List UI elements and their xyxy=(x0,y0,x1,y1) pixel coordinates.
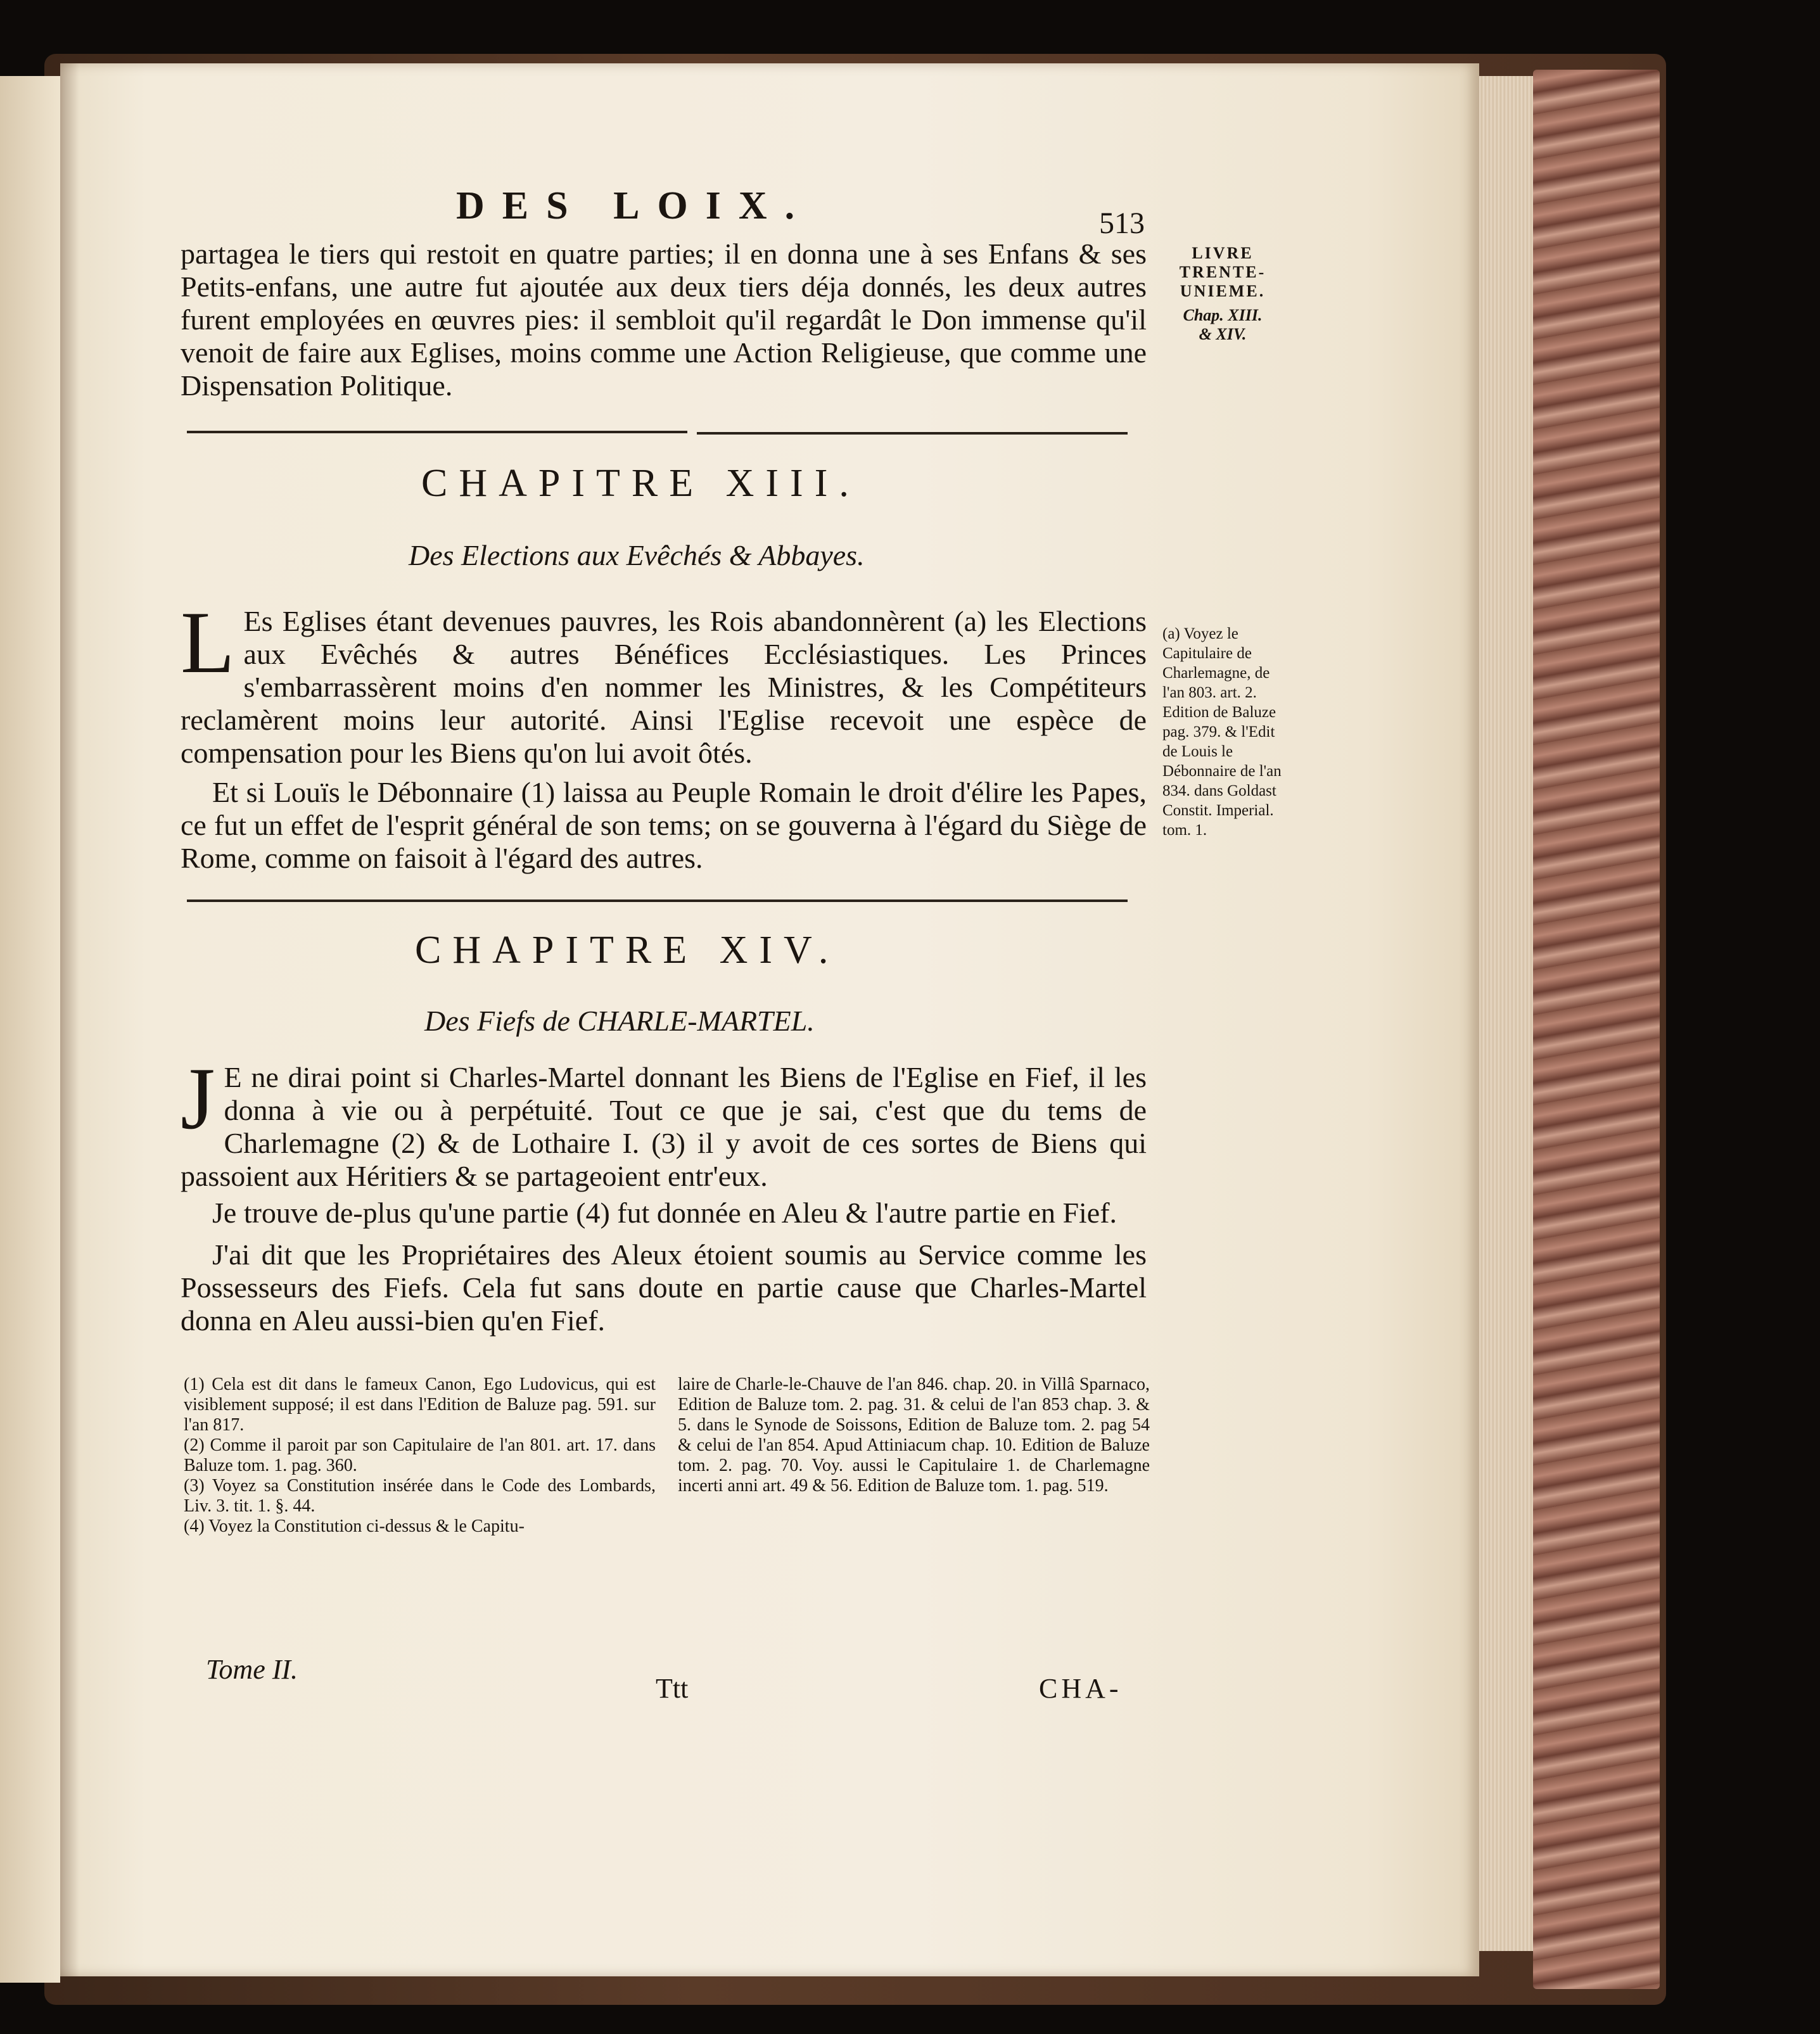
chapter-rule xyxy=(187,431,687,433)
chapter-rule xyxy=(187,899,1128,902)
paragraph: Et si Louïs le Débonnaire (1) laissa au Peuple Romain le droit d'élire les Papes, ce fut un effet de l'esprit général de son tems; on se gouverna à l'égard du Siège de Rome, comme on faisoit à l'égard des autres. xyxy=(181,776,1147,874)
paragraph xyxy=(181,594,1147,770)
volume-label: Tome II. xyxy=(206,1654,298,1685)
margin-line: LIVRE xyxy=(1192,244,1254,262)
chapter-rule xyxy=(697,432,1128,435)
margin-line: Chap. XIII. xyxy=(1183,306,1263,324)
drop-cap: J xyxy=(181,1050,215,1148)
chapter-13-body xyxy=(181,594,1147,875)
chapter-14-subtitle: Des Fiefs de CHARLE-MARTEL. xyxy=(424,1005,815,1037)
footnote: laire de Charle-le-Chauve de l'an 846. chap. 20. in Villâ Sparnaco, Edition de Baluze tom. 2. pag. 31. & celui de l'an 853 chap. 3. & 5. dans le Synode de Soissons, Edition de Baluze tom. 2. pag 54 & celui de l'an 854. Apud Attiniacum chap. 10. Edition de Baluze tom. 2. pag. 70. Voy. aussi le Capitulaire 1. de Charlemagne incerti anni art. 49 & 56. Edition de Baluze tom. 1. pag. 519. xyxy=(678,1375,1150,1496)
footnote: (2) Comme il paroit par son Capitulaire de l'an 801. art. 17. dans Baluze tom. 1. pag. 360. xyxy=(184,1435,656,1475)
footnotes-right xyxy=(678,1375,1150,1496)
drop-cap: L xyxy=(181,594,235,692)
page-edges xyxy=(1476,76,1533,1951)
margin-line: UNIEME. xyxy=(1180,282,1266,300)
catchword: CHA- xyxy=(1039,1673,1123,1704)
footnote: (3) Voyez sa Constitution insérée dans le Code des Lombards, Liv. 3. tit. 1. §. 44. xyxy=(184,1476,656,1516)
footnotes-left xyxy=(184,1375,656,1537)
paragraph-text: Es Eglises étant devenues pauvres, les Rois abandonnèrent (a) les Elections aux Evêchés & autres Bénéfices Ecclésiastiques. Les Princes s'embarrassèrent moins d'en nommer les Ministres, & les Compétiteurs reclamèrent moins leur autorité. Ainsi l'Eglise recevoit une espèce de compensation pour les Biens qu'on lui avoit ôtés. xyxy=(181,605,1147,769)
paragraph xyxy=(181,1050,1147,1193)
paragraph: partagea le tiers qui restoit en quatre parties; il en donna une à ses Enfans & ses Petits-enfans, une autre fut ajoutée aux deux tiers déja donnés, les deux autres furent employées en œuvres pies: il sembloit qu'il regardât le Don immense qu'il venoit de faire aux Eglises, moins comme une Action Religieuse, que comme une Dispensation Politique. xyxy=(181,238,1147,402)
chapter-13-subtitle: Des Elections aux Evêchés & Abbayes. xyxy=(409,539,865,571)
page-number: 513 xyxy=(1099,207,1145,240)
footnote: (4) Voyez la Constitution ci-dessus & le Capitu- xyxy=(184,1516,525,1536)
chapter-14-title: CHAPITRE XIV. xyxy=(415,929,840,972)
paragraph: Je trouve de-plus qu'une partie (4) fut donnée en Aleu & l'autre partie en Fief. xyxy=(212,1197,1117,1229)
chapter-14-body xyxy=(181,1050,1147,1337)
running-head: DES LOIX. xyxy=(456,184,813,227)
chapter-13-title: CHAPITRE XIII. xyxy=(421,462,860,505)
gutter-shadow xyxy=(60,63,79,1976)
margin-note-a: (a) Voyez le Capitulaire de Charlemagne, de l'an 803. art. 2. Edition de Baluze pag. 379. & l'Edit de Louis le Débonnaire de l'an 834. dans Goldast Constit. Imperial. tom. 1. xyxy=(1162,625,1282,839)
signature-mark: Ttt xyxy=(656,1673,689,1704)
paragraph-text: E ne dirai point si Charles-Martel donnant les Biens de l'Eglise en Fief, il les donna à vie ou à perpétuité. Tout ce que je sai, c'est que du tems de Charlemagne (2) & de Lothaire I. (3) il y avoit de ces sortes de Biens qui passoient aux Héritiers & se partageoient entr'eux. xyxy=(181,1061,1147,1192)
previous-page-strip xyxy=(0,76,60,1983)
opening-paragraph xyxy=(181,238,1147,402)
margin-line: & XIV. xyxy=(1199,325,1247,343)
margin-line: TRENTE- xyxy=(1179,263,1266,281)
margin-summary xyxy=(1159,244,1286,344)
marbled-edge xyxy=(1533,70,1660,1989)
paragraph: J'ai dit que les Propriétaires des Aleux étoient soumis au Service comme les Possesseurs des Fiefs. Cela fut sans doute en partie cause que Charles-Martel donna en Aleu aussi-bien qu'en Fief. xyxy=(181,1238,1147,1337)
footnote: (1) Cela est dit dans le fameux Canon, Ego Ludovicus, qui est visiblement supposé; il est dans l'Edition de Baluze pag. 591. sur l'an 817. xyxy=(184,1375,656,1435)
